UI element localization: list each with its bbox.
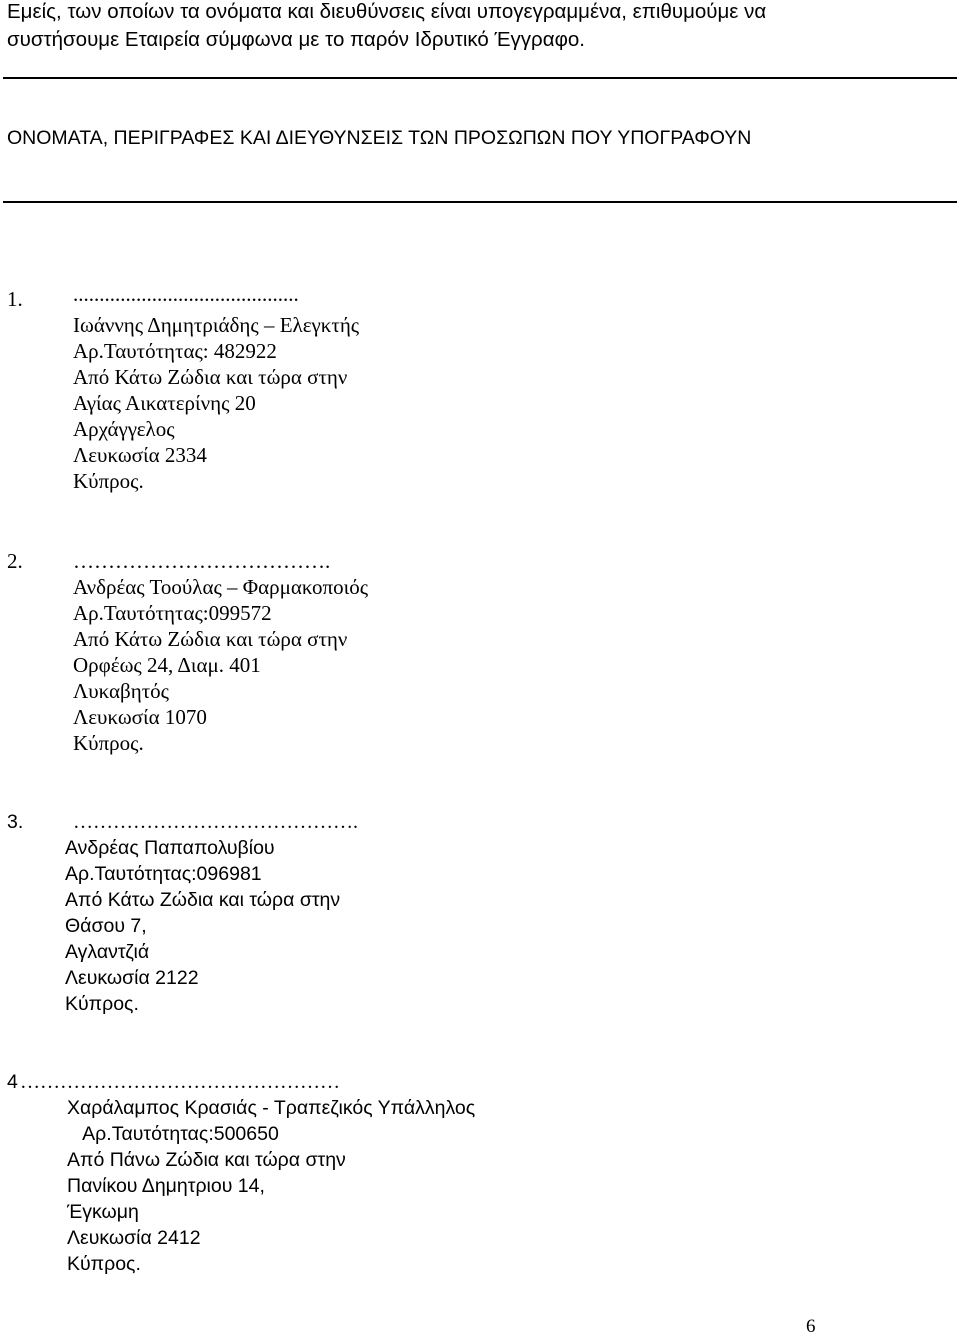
- page-number: 6: [806, 1316, 816, 1337]
- signature-line: ……………………………….: [73, 549, 331, 573]
- signatory-city: Λευκωσία 2334: [73, 443, 207, 467]
- signatory-area: Λυκαβητός: [73, 679, 169, 703]
- signatory-id: Αρ.Ταυτότητας:500650: [67, 1123, 279, 1145]
- signatory-country: Κύπρος.: [65, 993, 139, 1015]
- intro-paragraph: [7, 0, 947, 54]
- signatory-number: 3.: [7, 811, 24, 833]
- top-divider: [3, 77, 957, 79]
- heading-divider: [3, 201, 957, 203]
- signatory-name: Ανδρέας Τοούλας – Φαρμακοποιός: [73, 575, 369, 599]
- signatory-id: Αρ.Ταυτότητας:099572: [73, 601, 272, 625]
- signatory-number: 2.: [7, 549, 23, 573]
- signatory-street: Αγίας Αικατερίνης 20: [73, 391, 256, 415]
- signatory-city: Λευκωσία 1070: [73, 705, 207, 729]
- intro-line-2: συστήσουμε Εταιρεία σύμφωνα με το παρόν Ιδρυτικό Έγγραφο.: [7, 28, 585, 51]
- signatory-city: Λευκωσία 2122: [65, 967, 199, 989]
- signatory-origin: Από Κάτω Ζώδια και τώρα στην: [73, 627, 348, 651]
- signatory-area: Έγκωμη: [67, 1201, 139, 1223]
- signatory-country: Κύπρος.: [73, 469, 144, 493]
- signatory-name: Ιωάννης Δημητριάδης – Ελεγκτής: [73, 313, 360, 337]
- signatory-id: Αρ.Ταυτότητας:096981: [65, 863, 262, 885]
- signature-line: ...........................................: [73, 282, 299, 306]
- intro-line-1: Εμείς, των οποίων τα ονόματα και διευθύνσεις είναι υπογεγραμμένα, επιθυμούμε να: [7, 0, 767, 23]
- signatory-country: Κύπρος.: [67, 1253, 141, 1275]
- signatory-area: Αρχάγγελος: [73, 417, 175, 441]
- signatory-street: Πανίκου Δημητριου 14,: [67, 1175, 265, 1197]
- section-heading: ΟΝΟΜΑΤΑ, ΠΕΡΙΓΡΑΦΕΣ ΚΑΙ ΔΙΕΥΘΥΝΣΕΙΣ ΤΩΝ ΠΡΟΣΩΠΩΝ ΠΟΥ ΥΠΟΓΡΑΦΟΥΝ: [7, 127, 752, 149]
- signatory-origin: Από Κάτω Ζώδια και τώρα στην: [73, 365, 348, 389]
- signature-line: …………………………………….: [73, 811, 358, 833]
- signatory-name: Ανδρέας Παπαπολυβίου: [65, 837, 275, 859]
- signatory-id: Αρ.Ταυτότητας: 482922: [73, 339, 277, 363]
- signatory-number: 1.: [7, 287, 23, 311]
- signatory-city: Λευκωσία 2412: [67, 1227, 201, 1249]
- signatory-country: Κύπρος.: [73, 731, 144, 755]
- signatory-area: Αγλαντζιά: [65, 941, 150, 963]
- signatory-street: Ορφέως 24, Διαμ. 401: [73, 653, 261, 677]
- signatory-origin: Από Κάτω Ζώδια και τώρα στην: [65, 889, 341, 911]
- signature-line: …………………………………………: [20, 1071, 340, 1093]
- signatory-name: Χαράλαμπος Κρασιάς - Τραπεζικός Υπάλληλος: [67, 1097, 476, 1119]
- signatory-origin: Από Πάνω Ζώδια και τώρα στην: [67, 1149, 346, 1171]
- signatory-street: Θάσου 7,: [65, 915, 147, 937]
- signatory-number: 4: [7, 1071, 18, 1093]
